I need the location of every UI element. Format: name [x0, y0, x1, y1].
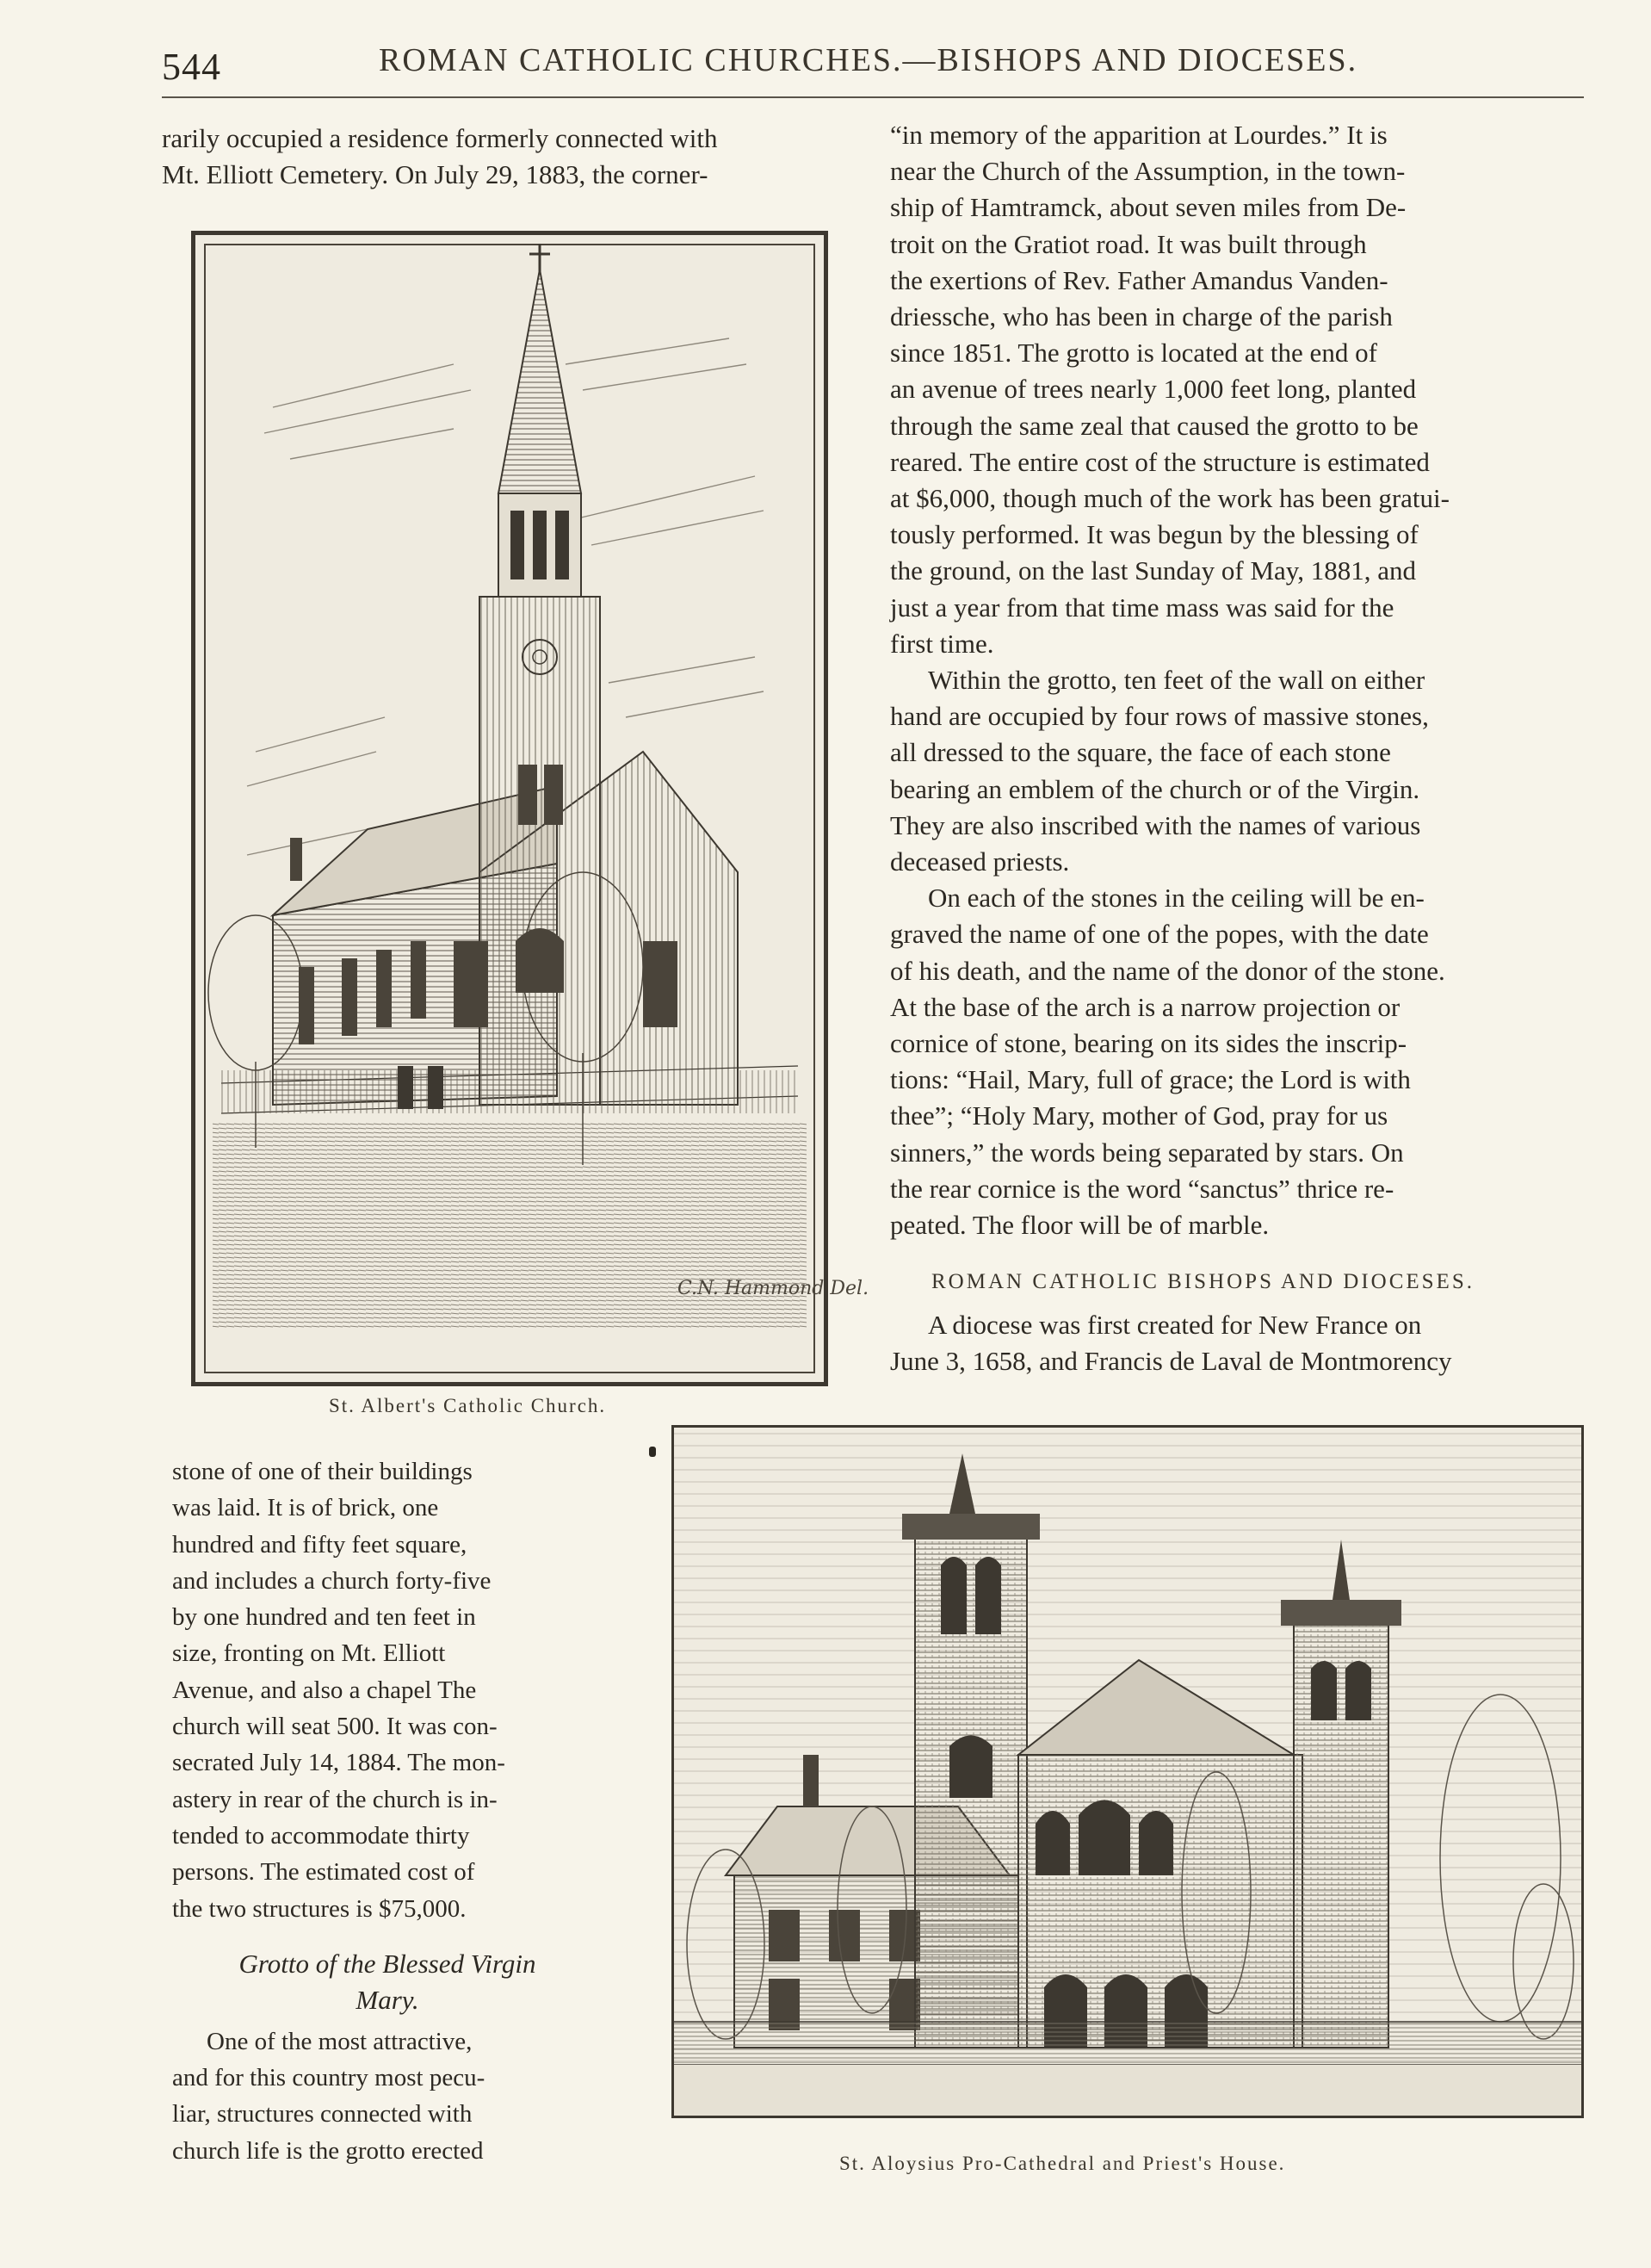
text-line: stone of one of their buildings	[172, 1458, 473, 1485]
text-line: tions: “Hail, Mary, full of grace; the Lord is with	[890, 1064, 1411, 1095]
text-line: first time.	[890, 628, 994, 659]
text-line: the exertions of Rev. Father Amandus Vanden-	[890, 264, 1388, 295]
text-line: At the base of the arch is a narrow projection or	[890, 991, 1401, 1022]
engraver-mark: C.N. Hammond Del.	[677, 1278, 869, 1299]
right-column-top	[890, 117, 1584, 1243]
text-line: peated. The floor will be of marble.	[890, 1210, 1270, 1241]
text-line: graved the name of one of the popes, with the date	[890, 919, 1429, 950]
left-column-top	[162, 121, 850, 193]
text-line: Within the grotto, ten feet of the wall on either	[928, 665, 1425, 696]
text-line: church life is the grotto erected	[172, 2136, 484, 2165]
text-line: tended to accommodate thirty	[172, 1821, 470, 1850]
text-line: at $6,000, though much of the work has been gratui-	[890, 483, 1450, 514]
text-line: hand are occupied by four rows of massive stones,	[890, 701, 1429, 732]
text-line: They are also inscribed with the names of various	[890, 809, 1421, 840]
text-line: size, fronting on Mt. Elliott	[172, 1639, 446, 1668]
ink-mark	[649, 1447, 656, 1457]
text-line: hundred and fifty feet square,	[172, 1530, 467, 1558]
text-line: since 1851. The grotto is located at the end of	[890, 338, 1377, 369]
subheading-line: Grotto of the Blessed Virgin	[238, 1948, 536, 1979]
text-line: through the same zeal that caused the grotto to be	[890, 410, 1419, 441]
text-line: just a year from that time mass was said for the	[890, 592, 1394, 623]
text-line: near the Church of the Assumption, in the town-	[890, 156, 1406, 187]
header-rule	[162, 96, 1584, 98]
text-line: Avenue, and also a chapel The	[172, 1676, 477, 1704]
text-line: was laid. It is of brick, one	[172, 1494, 439, 1522]
text-line: the rear cornice is the word “sanctus” thrice re-	[890, 1173, 1394, 1204]
church-caption: St. Albert's Catholic Church.	[329, 1395, 607, 1416]
text-line: rarily occupied a residence formerly connected with	[162, 123, 718, 153]
text-line: persons. The estimated cost of	[172, 1858, 475, 1887]
text-line: On each of the stones in the ceiling will be en-	[928, 883, 1425, 914]
text-line: thee”; “Holy Mary, mother of God, pray for us	[890, 1100, 1388, 1131]
text-line: reared. The entire cost of the structure is estimated	[890, 446, 1430, 477]
text-line: bearing an emblem of the church or of the Virgin.	[890, 773, 1420, 804]
cathedral-caption: St. Aloysius Pro-Cathedral and Priest's House.	[839, 2153, 1286, 2174]
text-line: by one hundred and ten feet in	[172, 1603, 476, 1632]
page-number: 544	[162, 46, 221, 88]
text-line: and includes a church forty-five	[172, 1566, 492, 1595]
text-line: church will seat 500. It was con-	[172, 1713, 498, 1741]
text-line: ship of Hamtramck, about seven miles from De-	[890, 192, 1407, 223]
text-line: secrated July 14, 1884. The mon-	[172, 1749, 505, 1777]
section-heading: ROMAN CATHOLIC BISHOPS AND DIOCESES.	[931, 1270, 1475, 1293]
text-line: and for this country most pecu-	[172, 2064, 485, 2092]
text-line: the ground, on the last Sunday of May, 1881, and	[890, 555, 1417, 586]
church-illustration	[191, 231, 869, 1386]
text-line: of his death, and the name of the donor of the stone.	[890, 955, 1445, 986]
text-line: One of the most attractive,	[207, 2027, 473, 2055]
subheading-grotto	[172, 1946, 603, 2018]
text-line: June 3, 1658, and Francis de Laval de Montmorency	[890, 1346, 1452, 1377]
text-line: Mt. Elliott Cemetery. On July 29, 1883, the corner-	[162, 159, 708, 190]
text-line: “in memory of the apparition at Lourdes.” It is	[890, 120, 1388, 150]
text-line: driessche, who has been in charge of the parish	[890, 301, 1393, 332]
text-line: astery in rear of the church is in-	[172, 1785, 498, 1813]
text-line: liar, structures connected with	[172, 2100, 473, 2129]
subheading-line: Mary.	[356, 1984, 419, 2015]
left-column-bottom	[172, 1453, 603, 2169]
right-column-bottom	[890, 1307, 1584, 1379]
text-line: troit on the Gratiot road. It was built through	[890, 228, 1367, 259]
paragraph	[890, 880, 1584, 1243]
text-line: A diocese was first created for New France on	[928, 1310, 1422, 1340]
text-line: cornice of stone, bearing on its sides the inscrip-	[890, 1028, 1407, 1059]
text-line: all dressed to the square, the face of each stone	[890, 737, 1391, 768]
church-engraving-icon	[195, 235, 869, 1382]
cathedral-illustration	[671, 1425, 1584, 2118]
text-line: tously performed. It was begun by the blessing of	[890, 519, 1419, 550]
text-line: sinners,” the words being separated by stars. On	[890, 1137, 1404, 1168]
text-line: deceased priests.	[890, 846, 1070, 877]
paragraph	[890, 117, 1584, 662]
running-head: ROMAN CATHOLIC CHURCHES.—BISHOPS AND DIOCESES.	[379, 42, 1358, 78]
cathedral-engraving-icon	[674, 1428, 1581, 2116]
text-line: an avenue of trees nearly 1,000 feet long, planted	[890, 374, 1417, 405]
text-line: the two structures is $75,000.	[172, 1894, 467, 1923]
paragraph	[890, 662, 1584, 880]
